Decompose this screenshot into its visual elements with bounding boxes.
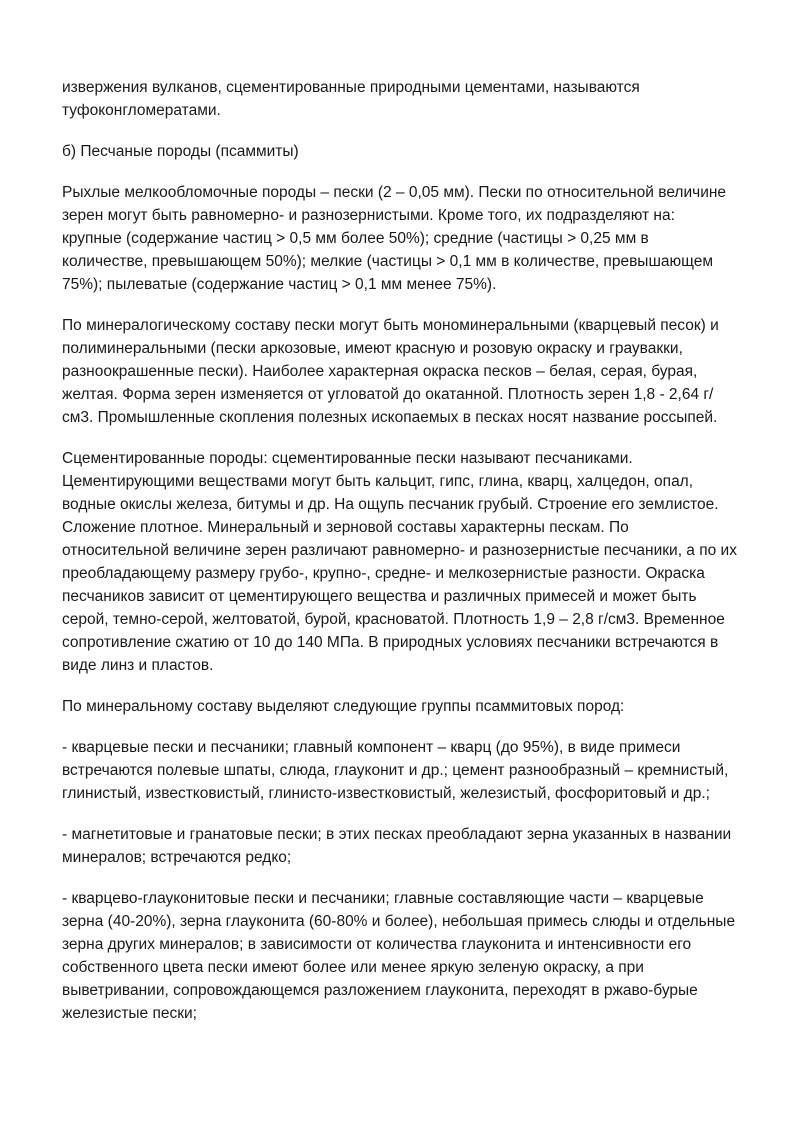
paragraph-loose-sands: Рыхлые мелкообломочные породы – пески (2 – 0,05 мм). Пески по относительной величине зерен могут быть равномерно- и разнозернистыми. Кроме того, их подразделяют на: крупные (содержание частиц > 0,5 мм более 50%); средние (частицы > 0,25 мм в количестве, превышающем 50%); мелкие (частицы > 0,1 мм в количестве, превышающем 75%); пылеватые (содержание частиц > 0,1 мм менее 75%). (62, 184, 727, 293)
list-item-magnetite-sands: - магнетитовые и гранатовые пески; в этих песках преобладают зерна указанных в названии минералов; встречаются редко; (62, 826, 732, 866)
list-item-glauconite-sands: - кварцево-глауконитовые пески и песчаники; главные составляющие части – кварцевые зерна (40-20%), зерна глауконита (60-80% и более), небольшая примесь слюды и отдельные зерна других минералов; в зависимости от количества глауконита и интенсивности его собственного цвета пески имеют более или менее яркую зеленую окраску, а при выветривании, сопровождающемся разложением глауконита, переходят в ржаво-бурые железистые пески; (62, 890, 736, 1022)
section-heading-psammites: б) Песчаные породы (псаммиты) (62, 143, 299, 160)
paragraph-groups-intro: По минеральному составу выделяют следующие группы псаммитовых пород: (62, 698, 625, 715)
paragraph-continuation: извержения вулканов, сцементированные природными цементами, называются туфоконгломератами. (62, 79, 640, 119)
list-item-quartz-sands: - кварцевые пески и песчаники; главный компонент – кварц (до 95%), в виде примеси встречаются полевые шпаты, слюда, глауконит и др.; цемент разнообразный – кремнистый, глинистый, известковистый, глинисто-известковистый, железистый, фосфоритовый и др.; (62, 739, 729, 802)
paragraph-mineral-composition: По минералогическому составу пески могут быть мономинеральными (кварцевый песок) и полиминеральными (пески аркозовые, имеют красную и розовую окраску и граувакки, разноокрашенные пески). Наиболее характерная окраска песков – белая, серая, бурая, желтая. Форма зерен изменяется от угловатой до окатанной. Плотность зерен 1,8 - 2,64 г/см3. Промышленные скопления полезных ископаемых в песках носят название россыпей. (62, 317, 719, 426)
paragraph-cemented-rocks: Сцементированные породы: сцементированные пески называют песчаниками. Цементирующими веществами могут быть кальцит, гипс, глина, кварц, халцедон, опал, водные окислы железа, битумы и др. На ощупь песчаник грубый. Строение его землистое. Сложение плотное. Минеральный и зерновой составы характерны пескам. По относительной величине зерен различают равномерно- и разнозернистые песчаники, а по их преобладающему размеру грубо-, крупно-, средне- и мелкозернистые разности. Окраска песчаников зависит от цементирующего вещества и различных примесей и может быть серой, темно-серой, желтоватой, бурой, красноватой. Плотность 1,9 – 2,8 г/см3. Временное сопротивление сжатию от 10 до 140 МПа. В природных условиях песчаники встречаются в виде линз и пластов. (62, 450, 737, 674)
